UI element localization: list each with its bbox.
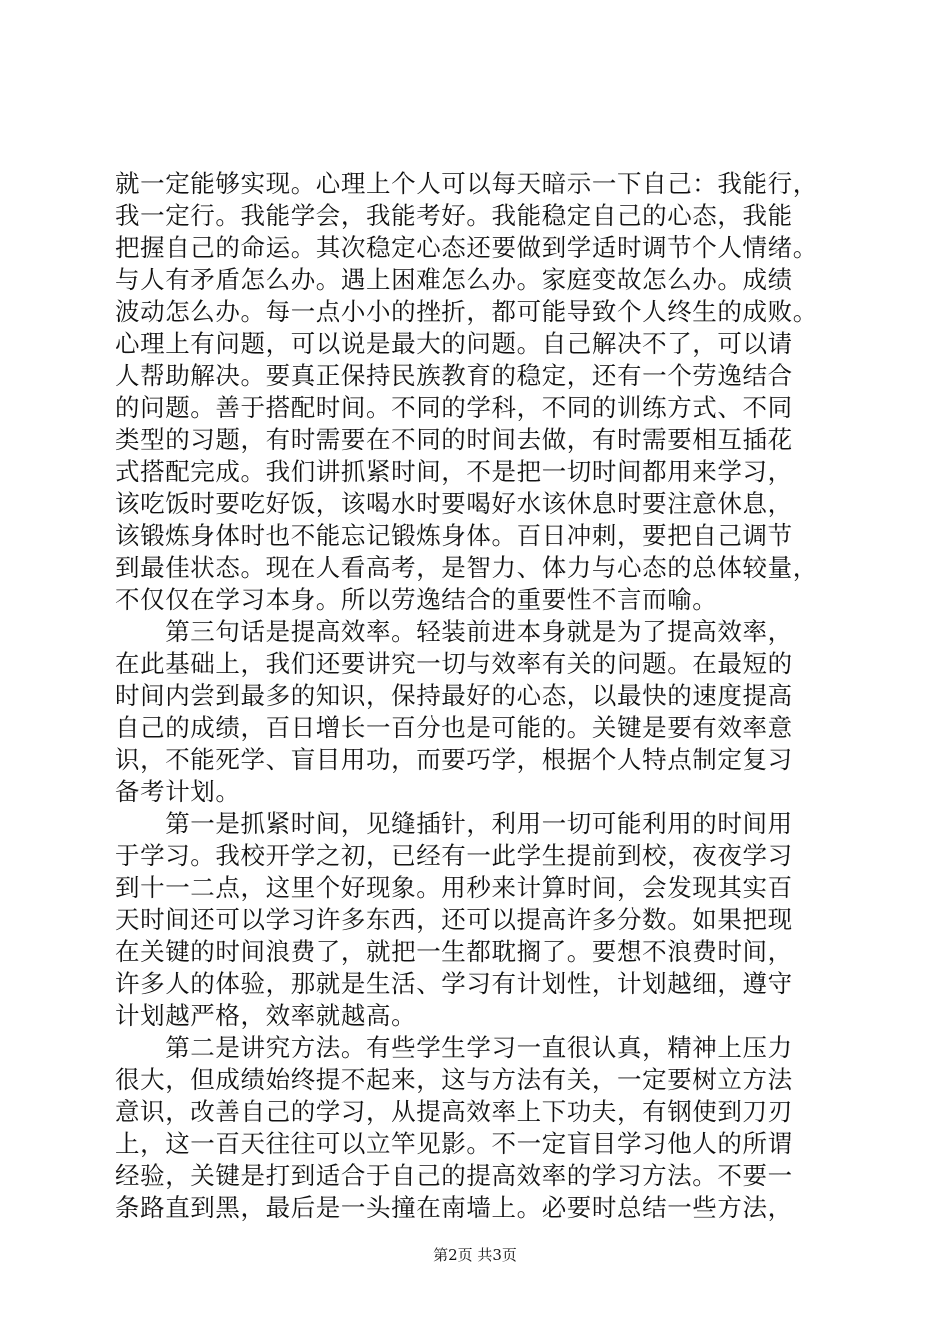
text-line: 时间内尝到最多的知识，保持最好的心态，以最快的速度提高 xyxy=(115,681,793,710)
text-line: 第二是讲究方法。有些学生学习一直很认真，精神上压力 xyxy=(115,1033,793,1062)
text-line: 我一定行。我能学会，我能考好。我能稳定自己的心态，我能 xyxy=(115,201,793,230)
text-line: 于学习。我校开学之初，已经有一此学生提前到校，夜夜学习 xyxy=(115,841,793,870)
text-line: 到最佳状态。现在人看高考，是智力、体力与心态的总体较量， xyxy=(115,553,818,582)
text-line: 自己的成绩，百日增长一百分也是可能的。关键是要有效率意 xyxy=(115,713,793,742)
text-line: 备考计划。 xyxy=(115,777,241,806)
text-line: 该锻炼身体时也不能忘记锻炼身体。百日冲刺，要把自己调节 xyxy=(115,521,793,550)
text-line: 第三句话是提高效率。轻装前进本身就是为了提高效率， xyxy=(115,617,793,646)
text-line: 波动怎么办。每一点小小的挫折，都可能导致个人终生的成败。 xyxy=(115,297,818,326)
text-line: 识，不能死学、盲目用功，而要巧学，根据个人特点制定复习 xyxy=(115,745,793,774)
text-line: 很大，但成绩始终提不起来，这与方法有关，一定要树立方法 xyxy=(115,1065,793,1094)
text-line: 把握自己的命运。其次稳定心态还要做到学适时调节个人情绪。 xyxy=(115,233,818,262)
text-line: 心理上有问题，可以说是最大的问题。自己解决不了，可以请 xyxy=(115,329,793,358)
page-footer: 第2页 共3页 xyxy=(433,1246,517,1264)
text-line: 在关键的时间浪费了，就把一生都耽搁了。要想不浪费时间， xyxy=(115,937,793,966)
text-line: 上，这一百天往往可以立竿见影。不一定盲目学习他人的所谓 xyxy=(115,1129,793,1158)
text-line: 不仅仅在学习本身。所以劳逸结合的重要性不言而喻。 xyxy=(115,585,718,614)
text-line: 就一定能够实现。心理上个人可以每天暗示一下自己：我能行， xyxy=(115,169,818,198)
text-line: 与人有矛盾怎么办。遇上困难怎么办。家庭变故怎么办。成绩 xyxy=(115,265,793,294)
text-line: 条路直到黑，最后是一头撞在南墙上。必要时总结一些方法， xyxy=(115,1193,793,1222)
text-line: 到十一二点，这里个好现象。用秒来计算时间，会发现其实百 xyxy=(115,873,793,902)
text-line: 式搭配完成。我们讲抓紧时间，不是把一切时间都用来学习， xyxy=(115,457,793,486)
text-line: 许多人的体验，那就是生活、学习有计划性，计划越细，遵守 xyxy=(115,969,793,998)
text-line: 经验，关键是打到适合于自己的提高效率的学习方法。不要一 xyxy=(115,1161,793,1190)
body-text xyxy=(115,168,840,1224)
text-line: 该吃饭时要吃好饭，该喝水时要喝好水该休息时要注意休息， xyxy=(115,489,793,518)
text-line: 意识，改善自己的学习，从提高效率上下功夫，有钢使到刀刃 xyxy=(115,1097,793,1126)
text-line: 的问题。善于搭配时间。不同的学科，不同的训练方式、不同 xyxy=(115,393,793,422)
text-line: 在此基础上，我们还要讲究一切与效率有关的问题。在最短的 xyxy=(115,649,793,678)
text-line: 人帮助解决。要真正保持民族教育的稳定，还有一个劳逸结合 xyxy=(115,361,793,390)
text-line: 天时间还可以学习许多东西，还可以提高许多分数。如果把现 xyxy=(115,905,793,934)
text-line: 类型的习题，有时需要在不同的时间去做，有时需要相互插花 xyxy=(115,425,793,454)
text-line: 计划越严格，效率就越高。 xyxy=(115,1001,417,1030)
text-line: 第一是抓紧时间，见缝插针，利用一切可能利用的时间用 xyxy=(115,809,793,838)
